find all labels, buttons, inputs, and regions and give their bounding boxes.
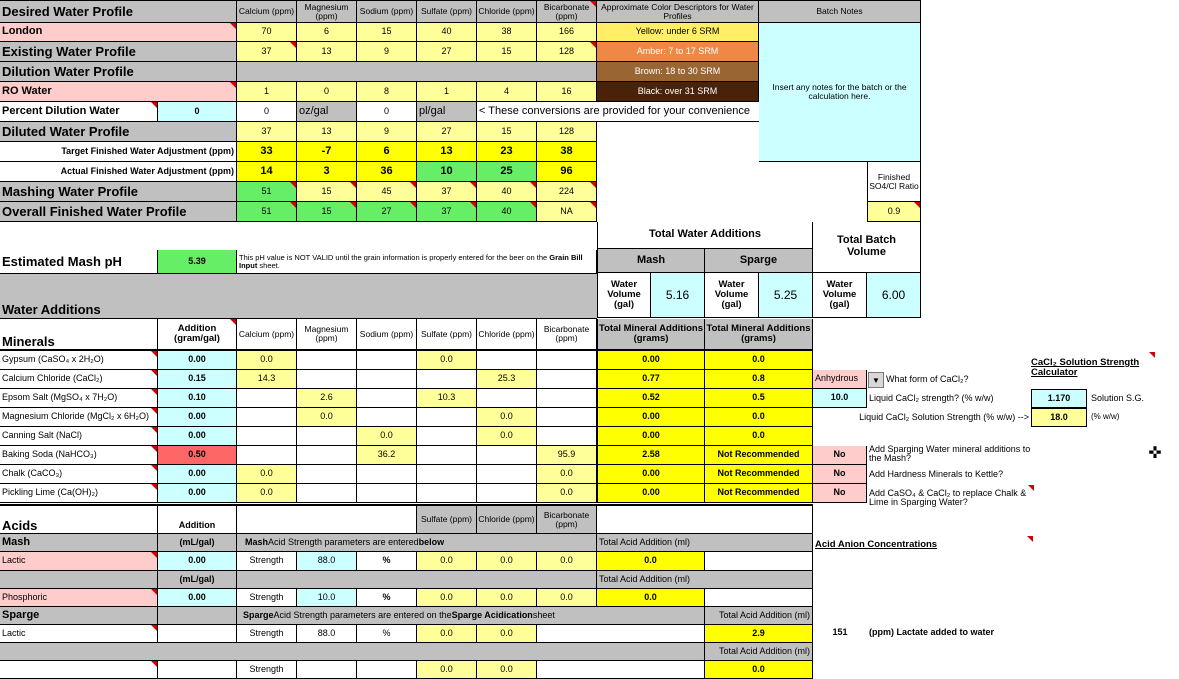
sparge-minerals-to-mash-question: Add Sparging Water mineral additions to the Mash? — [869, 443, 1031, 463]
mineral-addition-input[interactable]: 0.50 — [158, 446, 237, 465]
mineral-addition-input[interactable]: 0.00 — [158, 484, 237, 503]
mineral-sparge-total: Not Recommended — [705, 465, 813, 484]
mineral-addition-input[interactable]: 0.00 — [158, 351, 237, 370]
acid-lactic-strength-label: Strength — [237, 552, 297, 571]
total-batch-header: Total Batch Volume — [813, 222, 921, 273]
acid-hdr-blank — [237, 504, 417, 534]
hdr-sodium: Sodium (ppm) — [357, 0, 417, 23]
acid-phosphoric-total-blank — [705, 589, 813, 607]
dilution-water-label: Dilution Water Profile — [0, 62, 237, 82]
mineral-magnesium-cell — [297, 465, 357, 484]
acid-mash-unit: (mL/gal) — [158, 534, 237, 552]
cacl-sg-input[interactable]: 1.170 — [1031, 389, 1087, 408]
acid-hdr-chloride: Chloride (ppm) — [477, 504, 537, 534]
mashing-sodium: 45 — [357, 182, 417, 202]
acid-sparge2-total-label: Total Acid Addition (ml) — [705, 643, 813, 661]
cacl-strength-input[interactable]: 10.0 — [813, 389, 867, 408]
mineral-sparge-total: 0.5 — [705, 389, 813, 408]
acid-lactic-total-blank — [705, 552, 813, 571]
batch-notes-header: Batch Notes — [759, 0, 921, 23]
mineral-mash-total: 0.00 — [597, 408, 705, 427]
mineral-chloride-cell: 25.3 — [477, 370, 537, 389]
gap-row-gray — [0, 222, 597, 250]
cursor-cross-icon: ✜ — [1148, 445, 1162, 462]
diluted-sodium: 9 — [357, 122, 417, 142]
cacl-pct-label: (% w/w) — [1091, 412, 1120, 422]
total-water-additions-header: Total Water Additions — [597, 222, 813, 249]
mashing-sulfate: 37 — [417, 182, 477, 202]
diluted-calcium: 37 — [237, 122, 297, 142]
acid-hdr-totals-blank — [597, 504, 813, 534]
cacl-form-dropdown[interactable]: Anhydrous — [813, 370, 867, 389]
sparge-acid-lactic-pct: % — [357, 625, 417, 643]
sparge-acid-lactic-name: Lactic — [0, 625, 158, 643]
mineral-chloride-cell: 0.0 — [477, 427, 537, 446]
existing-calcium[interactable]: 37 — [237, 42, 297, 62]
target-sulfate: 13 — [417, 142, 477, 162]
mineral-chloride-cell — [477, 351, 537, 370]
acid-lactic-addition[interactable]: 0.00 — [158, 552, 237, 571]
percent-dilution-input[interactable]: 0 — [158, 102, 237, 122]
sparge-acid-lactic-strength-label: Strength — [237, 625, 297, 643]
min-hdr-bicarbonate: Bicarbonate (ppm) — [537, 319, 597, 351]
batch-volume-value: 6.00 — [867, 273, 921, 318]
mineral-magnesium-cell — [297, 351, 357, 370]
mash-mineral-total-header: Total Mineral Additions (grams) — [597, 319, 705, 351]
acid-lactic-bicarbonate: 0.0 — [537, 552, 597, 571]
min-hdr-sulfate: Sulfate (ppm) — [417, 319, 477, 351]
desired-profile-select[interactable]: London — [0, 23, 237, 42]
mineral-sparge-total: 0.0 — [705, 408, 813, 427]
actual-sodium: 36 — [357, 162, 417, 182]
acid-sparge-unit-blank — [158, 607, 237, 625]
mineral-name: Magnesium Chloride (MgCl₂ x 6H₂O) — [0, 408, 158, 427]
mash-volume-value: 5.16 — [651, 273, 705, 318]
mineral-sulfate-cell — [417, 484, 477, 503]
mineral-name: Baking Soda (NaHCO₃) — [0, 446, 158, 465]
desired-sulfate: 40 — [417, 23, 477, 42]
acid-mash2-blank — [0, 571, 158, 589]
acid-phosphoric-select[interactable]: Phosphoric — [0, 589, 158, 607]
acid-addition-header: Addition — [158, 504, 237, 534]
overall-chloride: 40 — [477, 202, 537, 222]
mineral-sodium-cell: 36.2 — [357, 446, 417, 465]
existing-sodium[interactable]: 9 — [357, 42, 417, 62]
actual-calcium: 14 — [237, 162, 297, 182]
mineral-sparge-total: Not Recommended — [705, 446, 813, 465]
mineral-bicarbonate-cell — [537, 427, 597, 446]
diluted-water-label: Diluted Water Profile — [0, 122, 237, 142]
cacl-sg-label: Solution S.G. — [1091, 392, 1145, 403]
srm-yellow: Yellow: under 6 SRM — [597, 23, 759, 42]
hardness-to-kettle-answer[interactable]: No — [813, 465, 867, 484]
mineral-sulfate-cell — [417, 446, 477, 465]
mineral-calcium-cell — [237, 427, 297, 446]
mash-ph-note: This pH value is NOT VALID until the grain information is properly entered for the beer on the Grain Bill Input sheet. — [237, 250, 597, 274]
mashing-calcium: 51 — [237, 182, 297, 202]
acid-mash-label: Mash — [0, 534, 158, 552]
mineral-calcium-cell: 0.0 — [237, 484, 297, 503]
acid-lactic-select[interactable]: Lactic — [0, 552, 158, 571]
mineral-addition-input[interactable]: 0.00 — [158, 408, 237, 427]
mineral-sulfate-cell — [417, 427, 477, 446]
mineral-calcium-cell: 14.3 — [237, 370, 297, 389]
ratio-value: 0.9 — [867, 202, 921, 222]
mineral-mash-total: 2.58 — [597, 446, 705, 465]
desired-bicarbonate: 166 — [537, 23, 597, 42]
chevron-down-icon[interactable]: ▼ — [868, 372, 884, 388]
acid-anion-value: 151 — [832, 627, 848, 638]
cacl-strength-question: Liquid CaCl₂ strength? (% w/w) — [869, 392, 994, 403]
mineral-mash-total: 0.00 — [597, 484, 705, 503]
acid-lactic-strength[interactable]: 88.0 — [297, 552, 357, 571]
plgal-label: pl/gal — [417, 102, 477, 122]
sparge-acid-other-pct-blank — [357, 661, 417, 679]
dilution-sulfate: 1 — [417, 82, 477, 102]
acid-phosphoric-chloride: 0.0 — [477, 589, 537, 607]
acid-mash-total-label: Total Acid Addition (ml) — [597, 534, 813, 552]
actual-chloride: 25 — [477, 162, 537, 182]
mineral-sulfate-cell: 0.0 — [417, 351, 477, 370]
overall-calcium: 51 — [237, 202, 297, 222]
overall-water-label: Overall Finished Water Profile — [0, 202, 237, 222]
acid-phosphoric-addition[interactable]: 0.00 — [158, 589, 237, 607]
mineral-name: Calcium Chloride (CaCl₂) — [0, 370, 158, 389]
overall-magnesium: 15 — [297, 202, 357, 222]
acid-hdr-bicarbonate: Bicarbonate (ppm) — [537, 504, 597, 534]
mineral-addition-input[interactable]: 0.15 — [158, 370, 237, 389]
acid-lactic-chloride: 0.0 — [477, 552, 537, 571]
mineral-magnesium-cell: 0.0 — [297, 408, 357, 427]
target-magnesium: -7 — [297, 142, 357, 162]
dilution-bicarbonate: 16 — [537, 82, 597, 102]
mineral-bicarbonate-cell — [537, 389, 597, 408]
existing-magnesium[interactable]: 13 — [297, 42, 357, 62]
water-additions-band: Water Additions — [0, 274, 597, 319]
sparge-acid-other-strength — [297, 661, 357, 679]
hardness-to-kettle-question: Add Hardness Minerals to Kettle? — [869, 468, 1004, 479]
overall-bicarbonate: NA — [537, 202, 597, 222]
mineral-sodium-cell — [357, 408, 417, 427]
hdr-chloride: Chloride (ppm) — [477, 0, 537, 23]
acid-phosphoric-pct: % — [357, 589, 417, 607]
mash-ph-value: 5.39 — [158, 250, 237, 274]
mineral-magnesium-cell: 2.6 — [297, 389, 357, 408]
mineral-calcium-cell — [237, 408, 297, 427]
desired-chloride: 38 — [477, 23, 537, 42]
mineral-chloride-cell — [477, 446, 537, 465]
mineral-addition-input[interactable]: 0.10 — [158, 389, 237, 408]
mineral-sparge-total: Not Recommended — [705, 484, 813, 503]
target-chloride: 23 — [477, 142, 537, 162]
diluted-magnesium: 13 — [297, 122, 357, 142]
mineral-mash-total: 0.00 — [597, 465, 705, 484]
acid-lactic-pct: % — [357, 552, 417, 571]
sparge-acid-other-blank2 — [537, 661, 705, 679]
actual-adjustment-label: Actual Finished Water Adjustment (ppm) — [0, 162, 237, 182]
acid-sparge-note: Sparge Acid Strength parameters are entered on the Sparge Acidication sheet — [237, 607, 705, 625]
mineral-sparge-total: 0.0 — [705, 351, 813, 370]
mineral-sparge-total: 0.0 — [705, 427, 813, 446]
target-calcium: 33 — [237, 142, 297, 162]
mineral-sodium-cell: 0.0 — [357, 427, 417, 446]
target-sodium: 6 — [357, 142, 417, 162]
mineral-bicarbonate-cell: 0.0 — [537, 484, 597, 503]
mineral-sulfate-cell — [417, 370, 477, 389]
mineral-addition-input[interactable]: 0.00 — [158, 427, 237, 446]
sparge-acid-other-name — [0, 661, 158, 679]
mineral-bicarbonate-cell — [537, 370, 597, 389]
mineral-magnesium-cell — [297, 446, 357, 465]
replace-chalk-lime-question: Add CaSO₄ & CaCl₂ to replace Chalk & Lime in Sparging Water? — [869, 485, 1034, 511]
acids-label: Acids — [0, 504, 158, 534]
mineral-sodium-cell — [357, 484, 417, 503]
mineral-magnesium-cell — [297, 484, 357, 503]
existing-bicarbonate[interactable]: 128 — [537, 42, 597, 62]
mineral-addition-header: Addition (gram/gal) — [158, 319, 237, 351]
mineral-chloride-cell — [477, 484, 537, 503]
mash-ph-label: Estimated Mash pH — [0, 250, 158, 274]
mineral-sulfate-cell — [417, 408, 477, 427]
percent-dilution-label: Percent Dilution Water — [0, 102, 158, 122]
sparge-acid-other-chloride: 0.0 — [477, 661, 537, 679]
mashing-chloride: 40 — [477, 182, 537, 202]
batch-volume-label: Water Volume (gal) — [813, 273, 867, 318]
actual-sulfate: 10 — [417, 162, 477, 182]
acid-lactic-sulfate: 0.0 — [417, 552, 477, 571]
mashing-bicarbonate: 224 — [537, 182, 597, 202]
mineral-name: Epsom Salt (MgSO₄ x 7H₂O) — [0, 389, 158, 408]
min-hdr-calcium: Calcium (ppm) — [237, 319, 297, 351]
acid-anion-text: (ppm) Lactate added to water — [869, 627, 995, 638]
mineral-sulfate-cell — [417, 465, 477, 484]
mineral-calcium-cell: 0.0 — [237, 351, 297, 370]
plgal-value[interactable]: 0 — [357, 102, 417, 122]
hdr-magnesium: Magnesium (ppm) — [297, 0, 357, 23]
mineral-chloride-cell — [477, 389, 537, 408]
acid-hdr-sulfate: Sulfate (ppm) — [417, 504, 477, 534]
sparge-mineral-total-header: Total Mineral Additions (grams) — [705, 319, 813, 351]
cacl-solution-strength-label: Liquid CaCl₂ Solution Strength (% w/w) --> — [859, 411, 1029, 422]
acid-mash2-unit: (mL/gal) — [158, 571, 237, 589]
mineral-name: Canning Salt (NaCl) — [0, 427, 158, 446]
dilution-profile-select[interactable]: RO Water — [0, 82, 237, 102]
mineral-chloride-cell — [477, 465, 537, 484]
acid-mash2-blank2 — [237, 571, 597, 589]
acid-sparge2-band — [0, 643, 705, 661]
sparge-acid-lactic-strength: 88.0 — [297, 625, 357, 643]
sparge-acid-other-total: 0.0 — [705, 661, 813, 679]
desired-sodium: 15 — [357, 23, 417, 42]
mineral-sodium-cell — [357, 389, 417, 408]
mineral-mash-total: 0.00 — [597, 427, 705, 446]
mineral-sulfate-cell: 10.3 — [417, 389, 477, 408]
diluted-bicarbonate: 128 — [537, 122, 597, 142]
overall-sodium: 27 — [357, 202, 417, 222]
conversion-note: < These conversions are provided for your convenience — [477, 102, 759, 122]
mineral-sodium-cell — [357, 370, 417, 389]
acid-phosphoric-strength[interactable]: 10.0 — [297, 589, 357, 607]
sparge-acid-lactic-blank — [158, 625, 237, 643]
acid-anion-title: Acid Anion Concentrations — [813, 536, 1033, 554]
mineral-chloride-cell: 0.0 — [477, 408, 537, 427]
cacl-calculator-title: CaCl₂ Solution Strength Calculator — [1031, 352, 1155, 384]
min-hdr-magnesium: Magnesium (ppm) — [297, 319, 357, 351]
min-hdr-sodium: Sodium (ppm) — [357, 319, 417, 351]
desired-calcium: 70 — [237, 23, 297, 42]
srm-brown: Brown: 18 to 30 SRM — [597, 62, 759, 82]
cacl-solution-strength-value: 18.0 — [1031, 408, 1087, 427]
min-hdr-chloride: Chloride (ppm) — [477, 319, 537, 351]
mineral-name: Pickling Lime (Ca(OH)₂) — [0, 484, 158, 503]
mineral-calcium-cell: 0.0 — [237, 465, 297, 484]
acid-sparge-total-label: Total Acid Addition (ml) — [705, 607, 813, 625]
srm-black: Black: over 31 SRM — [597, 82, 759, 102]
ratio-label: Finished SO4/Cl Ratio — [867, 162, 921, 202]
hdr-bicarbonate: Bicarbonate (ppm) — [537, 0, 597, 23]
mashing-water-label: Mashing Water Profile — [0, 182, 237, 202]
mineral-bicarbonate-cell: 0.0 — [537, 465, 597, 484]
diluted-sulfate: 27 — [417, 122, 477, 142]
acid-phosphoric-bicarbonate: 0.0 — [537, 589, 597, 607]
minerals-label: Minerals — [0, 319, 158, 351]
acid-phosphoric-strength-label: Strength — [237, 589, 297, 607]
sparge-acid-lactic-total: 2.9 — [705, 625, 813, 643]
ozgal-value[interactable]: 0 — [237, 102, 297, 122]
existing-chloride[interactable]: 15 — [477, 42, 537, 62]
dilution-calcium: 1 — [237, 82, 297, 102]
mineral-bicarbonate-cell — [537, 408, 597, 427]
acid-lactic-total: 0.0 — [597, 552, 705, 571]
sparge-volume-label: Water Volume (gal) — [705, 273, 759, 318]
acid-mash-note: Mash Acid Strength parameters are entered below — [237, 534, 597, 552]
mineral-name: Chalk (CaCO₃) — [0, 465, 158, 484]
mineral-sodium-cell — [357, 351, 417, 370]
mineral-mash-total: 0.52 — [597, 389, 705, 408]
mineral-sodium-cell — [357, 465, 417, 484]
dilution-header-fill — [237, 62, 597, 82]
diluted-chloride: 15 — [477, 122, 537, 142]
mash-col-header: Mash — [597, 249, 705, 273]
mineral-name: Gypsum (CaSO₄ x 2H₂O) — [0, 351, 158, 370]
overall-sulfate: 37 — [417, 202, 477, 222]
sparge-acid-lactic-sulfate: 0.0 — [417, 625, 477, 643]
mineral-calcium-cell — [237, 446, 297, 465]
desired-magnesium: 6 — [297, 23, 357, 42]
mineral-magnesium-cell — [297, 427, 357, 446]
acid-phosphoric-total: 0.0 — [597, 589, 705, 607]
dilution-sodium: 8 — [357, 82, 417, 102]
existing-water-label: Existing Water Profile — [0, 42, 237, 62]
actual-bicarbonate: 96 — [537, 162, 597, 182]
mineral-magnesium-cell — [297, 370, 357, 389]
cacl-form-question: What form of CaCl₂? — [886, 373, 969, 384]
target-adjustment-label: Target Finished Water Adjustment (ppm) — [0, 142, 237, 162]
sparge-acid-other-sulfate: 0.0 — [417, 661, 477, 679]
mineral-mash-total: 0.77 — [597, 370, 705, 389]
mineral-sparge-total: 0.8 — [705, 370, 813, 389]
desired-water-label: Desired Water Profile — [0, 0, 237, 23]
dilution-magnesium: 0 — [297, 82, 357, 102]
sparge-acid-other-blank — [158, 661, 237, 679]
mineral-mash-total: 0.00 — [597, 351, 705, 370]
sparge-acid-lactic-blank2 — [537, 625, 705, 643]
acid-phosphoric-sulfate: 0.0 — [417, 589, 477, 607]
acid-sparge-label: Sparge — [0, 607, 158, 625]
srm-amber: Amber: 7 to 17 SRM — [597, 42, 759, 62]
replace-chalk-lime-answer[interactable]: No — [813, 484, 867, 503]
sparge-acid-lactic-chloride: 0.0 — [477, 625, 537, 643]
sparge-volume-value: 5.25 — [759, 273, 813, 318]
sparge-col-header: Sparge — [705, 249, 813, 273]
actual-magnesium: 3 — [297, 162, 357, 182]
ozgal-label: oz/gal — [297, 102, 357, 122]
mash-volume-label: Water Volume (gal) — [597, 273, 651, 318]
mineral-addition-input[interactable]: 0.00 — [158, 465, 237, 484]
hdr-calcium: Calcium (ppm) — [237, 0, 297, 23]
acid-mash2-total-label: Total Acid Addition (ml) — [597, 571, 813, 589]
mashing-magnesium: 15 — [297, 182, 357, 202]
batch-notes-input[interactable]: Insert any notes for the batch or the calculation here. — [759, 23, 921, 162]
mineral-bicarbonate-cell: 95.9 — [537, 446, 597, 465]
hdr-sulfate: Sulfate (ppm) — [417, 0, 477, 23]
existing-sulfate[interactable]: 27 — [417, 42, 477, 62]
sparge-acid-other-strength-label: Strength — [237, 661, 297, 679]
sparge-minerals-to-mash-answer[interactable]: No — [813, 446, 867, 465]
color-descriptor-header: Approximate Color Descriptors for Water Profiles — [597, 0, 759, 23]
mineral-calcium-cell — [237, 389, 297, 408]
mineral-bicarbonate-cell — [537, 351, 597, 370]
target-bicarbonate: 38 — [537, 142, 597, 162]
dilution-chloride: 4 — [477, 82, 537, 102]
